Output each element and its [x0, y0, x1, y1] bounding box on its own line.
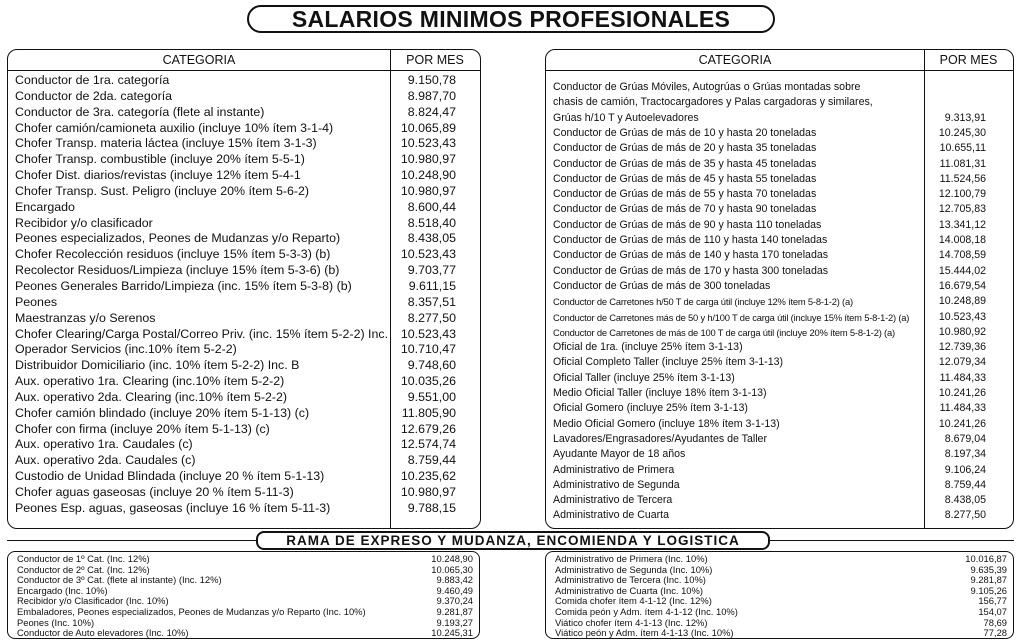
row-category: Administrativo de Cuarta (Inc. 10%): [555, 584, 703, 596]
row-value: 10.241,26: [938, 417, 986, 430]
salary-table-right: [545, 49, 1014, 529]
row-value: 8.824,47: [407, 104, 456, 119]
row-category: Peones Generales Barrido/Limpieza (inc. 15% ítem 5-3-8) (b): [15, 278, 352, 293]
row-value: 9.281,87: [436, 605, 473, 617]
rama-table-left: [7, 551, 480, 639]
row-value: 8.759,44: [407, 453, 456, 468]
row-value: 13.341,12: [938, 218, 986, 231]
row-category: Oficial de 1ra. (incluye 25% ítem 3-1-13): [553, 341, 743, 354]
table-body: [8, 73, 480, 517]
table-row: [8, 73, 480, 89]
row-value: 9.106,24: [944, 463, 986, 476]
row-value: 10.065,30: [431, 563, 473, 575]
row-category: Conductor de 3ra. categoría (flete al instante): [15, 104, 265, 119]
row-category: Custodio de Unidad Blindada (incluye 20 % ítem 5-1-13): [15, 469, 325, 484]
table-row: [546, 607, 1013, 618]
row-category: [553, 80, 873, 126]
row-value: 10.523,43: [938, 310, 986, 323]
row-category: Chofer Transp. Sust. Peligro (incluye 20% ítem 5-6-2): [15, 183, 310, 198]
table-row: [8, 216, 480, 232]
row-category: Conductor de Grúas de más de 45 y hasta 55 toneladas: [553, 172, 817, 185]
table-row: [8, 437, 480, 453]
rama-table-right: [545, 551, 1014, 639]
section-title: RAMA DE EXPRESO Y MUDANZA, ENCOMIENDA Y LOGISTICA: [256, 531, 770, 550]
table-row: [546, 325, 1013, 340]
table-row: [8, 554, 479, 565]
row-category: Conductor de 2da. categoría: [15, 88, 173, 103]
row-category: Encargado: [15, 199, 75, 214]
table-row: [546, 401, 1013, 416]
row-category: Oficial Completo Taller (incluye 25% ítem 3-1-13): [553, 356, 784, 369]
table-row: [8, 121, 480, 137]
row-category: Chofer camión blindado (incluye 20% ítem 5-1-13) (c): [15, 405, 310, 420]
row-category: Chofer con firma (incluye 20% ítem 5-1-13) (c): [15, 421, 270, 436]
table-row: [8, 374, 480, 390]
row-category: Viático peón y Adm. ítem 4-1-13 (Inc. 10%): [555, 627, 734, 639]
row-value: 9.313,91: [944, 111, 986, 124]
row-value: 9.703,77: [407, 263, 456, 278]
table-row: [8, 168, 480, 184]
row-value: 9.635,39: [970, 563, 1007, 575]
salary-table-left: [7, 49, 481, 529]
row-value: 12.679,26: [400, 421, 456, 436]
table-row: [8, 105, 480, 121]
row-value: 11.805,90: [401, 405, 456, 420]
row-value: 10.016,87: [965, 553, 1007, 564]
row-category: Aux. operativo 1ra. Caudales (c): [15, 437, 193, 452]
row-value: 9.551,00: [407, 389, 456, 404]
row-value: 9.105,26: [970, 584, 1007, 596]
row-value: 8.357,51: [407, 294, 456, 309]
row-category: Oficial Taller (incluye 25% ítem 3-1-13): [553, 371, 735, 384]
row-value: 8.518,40: [407, 215, 456, 230]
table-row: [546, 478, 1013, 493]
table-row: [8, 327, 480, 343]
table-row: [8, 422, 480, 438]
row-value: 14.708,59: [938, 249, 986, 262]
row-category: Chofer Dist. diarios/revistas (incluye 12% ítem 5-4-1: [15, 168, 301, 183]
row-value: 10.248,90: [431, 553, 473, 564]
row-category-line: Conductor de Grúas Móviles, Autogrúas o Grúas montadas sobre: [553, 81, 861, 93]
row-value: 10.248,89: [938, 295, 986, 308]
table-row: [8, 184, 480, 200]
row-category: Chofer Transp. combustible (incluye 20% ítem 5-5-1): [15, 152, 305, 167]
row-value: 10.523,43: [400, 247, 456, 262]
row-category: Chofer Recolección residuos (incluye 15% ítem 5-3-3) (b): [15, 247, 331, 262]
row-category: Recibidor y/o clasificador: [15, 215, 153, 230]
row-value: 9.460,49: [436, 584, 473, 596]
table-row: [8, 501, 480, 517]
table-row: [546, 417, 1013, 432]
row-value: 10.245,31: [431, 627, 473, 639]
table-row: [8, 89, 480, 105]
row-value: 14.008,18: [938, 234, 986, 247]
row-value: 10.245,30: [938, 127, 986, 139]
row-category: Lavadores/Engrasadores/Ayudantes de Taller: [553, 432, 767, 445]
row-value: 10.523,43: [400, 136, 456, 151]
table-row: [8, 200, 480, 216]
row-value: 10.035,26: [400, 374, 456, 389]
header-por-mes: POR MES: [406, 53, 464, 67]
row-value: 9.788,15: [407, 500, 456, 515]
divider-line: [770, 540, 1014, 541]
row-category: Peones especializados, Peones de Mudanzas y/o Reparto): [15, 231, 341, 246]
table-row: [546, 233, 1013, 248]
row-category: Conductor de Grúas de más de 90 y hasta 110 toneladas: [553, 218, 822, 231]
row-category: Conductor de Carretones h/50 T de carga útil (incluye 12% ítem 5-8-1-2) (a): [553, 296, 853, 308]
table-body: [546, 80, 1013, 524]
row-value: 10.655,11: [939, 142, 986, 155]
table-row: [8, 485, 480, 501]
row-category: Aux. operativo 1ra. Clearing (inc.10% ítem 5-2-2): [15, 374, 285, 389]
row-value: 8.277,50: [407, 310, 456, 325]
row-category: Chofer Clearing/Carga Postal/Correo Priv. (inc. 15% ítem 5-2-2) Inc.: [15, 326, 389, 341]
row-category: Administrativo de Segunda (Inc. 10%): [555, 563, 713, 575]
table-row: [8, 607, 479, 618]
table-row: [546, 279, 1013, 294]
row-category: Conductor de 1º Cat. (Inc. 12%): [17, 553, 150, 564]
row-value: 9.748,60: [407, 358, 456, 373]
table-row: [546, 340, 1013, 355]
table-row: [8, 136, 480, 152]
row-category: Recolector Residuos/Limpieza (incluye 15% ítem 5-3-6) (b): [15, 263, 340, 278]
table-body: [546, 554, 1013, 639]
table-row: [546, 493, 1013, 508]
row-category: Conductor de Grúas de más de 170 y hasta 300 toneladas: [553, 264, 829, 277]
row-category: Operador Servicios (inc.10% ítem 5-2-2): [15, 342, 237, 357]
table-header: [546, 50, 1013, 71]
table-row: [546, 463, 1013, 478]
row-category: Medio Oficial Taller (incluye 18% ítem 3-1-13): [553, 387, 767, 400]
table-row: [8, 263, 480, 279]
row-category: Conductor de Grúas de más de 70 y hasta 90 toneladas: [553, 203, 817, 216]
row-category: Administrativo de Primera: [553, 463, 675, 476]
row-value: 10.980,97: [400, 183, 456, 198]
row-value: 10.980,97: [400, 484, 456, 499]
row-value: 9.883,42: [436, 574, 473, 586]
table-row: [546, 126, 1013, 141]
table-row: [8, 390, 480, 406]
row-category: Administrativo de Primera (Inc. 10%): [555, 553, 708, 564]
row-category: Aux. operativo 2da. Clearing (inc.10% ítem 5-2-2): [15, 389, 288, 404]
row-value: 11.524,56: [939, 172, 986, 185]
row-value: 11.081,31: [939, 157, 986, 170]
row-category: Conductor de Grúas de más de 10 y hasta 20 toneladas: [553, 127, 817, 139]
table-row: [546, 172, 1013, 187]
row-value: 10.241,26: [938, 387, 986, 400]
table-row: [8, 231, 480, 247]
row-category: Administrativo de Segunda: [553, 478, 680, 491]
row-category: Oficial Gomero (incluye 25% ítem 3-1-13): [553, 402, 748, 415]
row-value: 15.444,02: [938, 264, 986, 277]
table-row: [8, 358, 480, 374]
row-category: Conductor de Grúas de más de 35 y hasta 45 toneladas: [553, 157, 817, 170]
row-value: 11.484,33: [939, 371, 986, 384]
row-category: Conductor de 2º Cat. (Inc. 12%): [17, 563, 150, 575]
row-category: Encargado (Inc. 10%): [17, 584, 108, 596]
row-value: 12.079,34: [938, 356, 986, 369]
row-value: 9.611,15: [408, 278, 456, 293]
row-value: 8.438,05: [944, 494, 986, 507]
row-value: 78,69: [983, 616, 1007, 628]
row-category: Ayudante Mayor de 18 años: [553, 448, 686, 461]
table-row: [546, 371, 1013, 386]
row-value: 9.370,24: [436, 595, 473, 607]
table-header: [8, 50, 480, 71]
row-value: 10.235,62: [400, 469, 456, 484]
row-value: 9.281,87: [970, 574, 1007, 586]
table-row: [546, 157, 1013, 172]
table-row: [8, 628, 479, 639]
row-category: Administrativo de Tercera: [553, 494, 673, 507]
table-row: [8, 279, 480, 295]
table-row: [546, 554, 1013, 565]
page-title: SALARIOS MINIMOS PROFESIONALES: [247, 5, 775, 33]
row-value: 8.759,44: [944, 478, 986, 491]
table-row: [546, 628, 1013, 639]
row-value: 156,77: [978, 595, 1007, 607]
header-categoria: CATEGORIA: [698, 53, 772, 67]
row-category: Conductor de 1ra. categoría: [15, 73, 170, 87]
row-category: Conductor de Grúas de más de 300 toneladas: [553, 279, 771, 292]
table-row: [546, 80, 1013, 126]
row-category: Conductor de Grúas de más de 110 y hasta 140 toneladas: [553, 234, 828, 247]
row-category: Viático chofer ítem 4-1-13 (Inc. 12%): [555, 616, 708, 628]
row-value: 8.600,44: [407, 199, 456, 214]
row-category: Chofer aguas gaseosas (incluye 20 % ítem 5-11-3): [15, 484, 294, 499]
table-row: [8, 247, 480, 263]
table-row: [546, 294, 1013, 309]
row-category: Conductor de Carretones más de 50 y h/100 T de carga útil (incluye 15% ítem 5-8-1-2) (a): [553, 311, 910, 323]
row-category: Administrativo de Tercera (Inc. 10%): [555, 574, 706, 586]
row-category: Peones: [15, 294, 58, 309]
row-category-line: chasis de camión, Tractocargadores y Palas cargadoras y similares,: [553, 96, 873, 109]
row-value: 16.679,54: [938, 279, 986, 292]
table-row: [546, 264, 1013, 279]
row-value: 8.277,50: [944, 509, 986, 522]
divider-line: [7, 540, 256, 541]
row-category: Medio Oficial Gomero (incluye 18% ítem 3-1-13): [553, 417, 780, 430]
table-row: [546, 310, 1013, 325]
table-row: [546, 202, 1013, 217]
row-category: Chofer Transp. materia láctea (incluye 15% ítem 3-1-3): [15, 136, 317, 151]
header-por-mes: POR MES: [939, 53, 998, 67]
row-value: 12.100,79: [938, 188, 986, 201]
row-value: 9.193,27: [436, 616, 473, 628]
row-value: 12.705,83: [938, 203, 986, 216]
row-value: 10.980,97: [400, 152, 456, 167]
row-value: 12.574,74: [400, 437, 456, 452]
table-row: [8, 311, 480, 327]
table-row: [8, 152, 480, 168]
row-category: Aux. operativo 2da. Caudales (c): [15, 453, 196, 468]
row-category: Distribuidor Domiciliario (inc. 10% ítem 5-2-2) Inc. B: [15, 358, 300, 373]
table-row: [8, 295, 480, 311]
row-value: 10.065,89: [400, 120, 456, 135]
row-category: Peones (Inc. 10%): [17, 616, 95, 628]
row-value: 12.739,36: [938, 341, 986, 354]
table-body: [8, 554, 479, 639]
row-category: Recibidor y/o Clasificador (Inc. 10%): [17, 595, 169, 607]
row-value: 10.980,92: [938, 325, 986, 338]
row-category: Conductor de Grúas de más de 55 y hasta 70 toneladas: [553, 188, 817, 201]
row-category: Peones Esp. aguas, gaseosas (incluye 16 % ítem 5-11-3): [15, 500, 331, 515]
row-category: Embaladores, Peones especializados, Peones de Mudanzas y/o Reparto (Inc. 10%): [17, 605, 366, 617]
row-category: Maestranzas y/o Serenos: [15, 310, 156, 325]
row-category: Comida peón y Adm. ítem 4-1-12 (Inc. 10%): [555, 605, 738, 617]
table-row: [546, 187, 1013, 202]
table-row: [546, 355, 1013, 370]
table-row: [8, 453, 480, 469]
table-row: [8, 469, 480, 485]
table-row: [546, 218, 1013, 233]
row-category: Conductor de 3º Cat. (flete al instante) (Inc. 12%): [17, 574, 222, 586]
row-value: 11.484,33: [939, 402, 986, 415]
row-category: Conductor de Grúas de más de 20 y hasta 35 toneladas: [553, 142, 817, 155]
table-row: [546, 141, 1013, 156]
row-category: Administrativo de Cuarta: [553, 509, 669, 522]
table-row: [546, 447, 1013, 462]
row-value: 77,28: [983, 627, 1007, 639]
header-categoria: CATEGORIA: [162, 53, 236, 67]
row-value: 8.438,05: [407, 231, 456, 246]
table-row: [546, 508, 1013, 523]
table-row: [546, 386, 1013, 401]
row-category: Conductor de Grúas de más de 140 y hasta 170 toneladas: [553, 249, 829, 262]
row-category: Comida chofer ítem 4-1-12 (Inc. 12%): [555, 595, 712, 607]
table-row: [8, 406, 480, 422]
row-value: 10.710,47: [400, 342, 456, 357]
row-value: 10.523,43: [400, 326, 456, 341]
row-value: 9.150,78: [407, 73, 456, 87]
table-row: [546, 248, 1013, 263]
row-category: Chofer camión/camioneta auxilio (incluye 10% ítem 3-1-4): [15, 120, 334, 135]
row-category: Conductor de Carretones de más de 100 T de carga útil (incluye 20% ítem 5-8-1-2) (a): [553, 326, 895, 338]
table-row: [546, 432, 1013, 447]
row-value: 154,07: [978, 605, 1007, 617]
row-value: 8.197,34: [944, 448, 986, 461]
row-category: Conductor de Auto elevadores (Inc. 10%): [17, 627, 189, 639]
row-category-line: Grúas h/10 T y Autoelevadores: [553, 111, 699, 124]
table-row: [8, 342, 480, 358]
row-value: 8.679,04: [944, 432, 986, 445]
row-value: 8.987,70: [407, 88, 456, 103]
row-value: 10.248,90: [400, 168, 456, 183]
